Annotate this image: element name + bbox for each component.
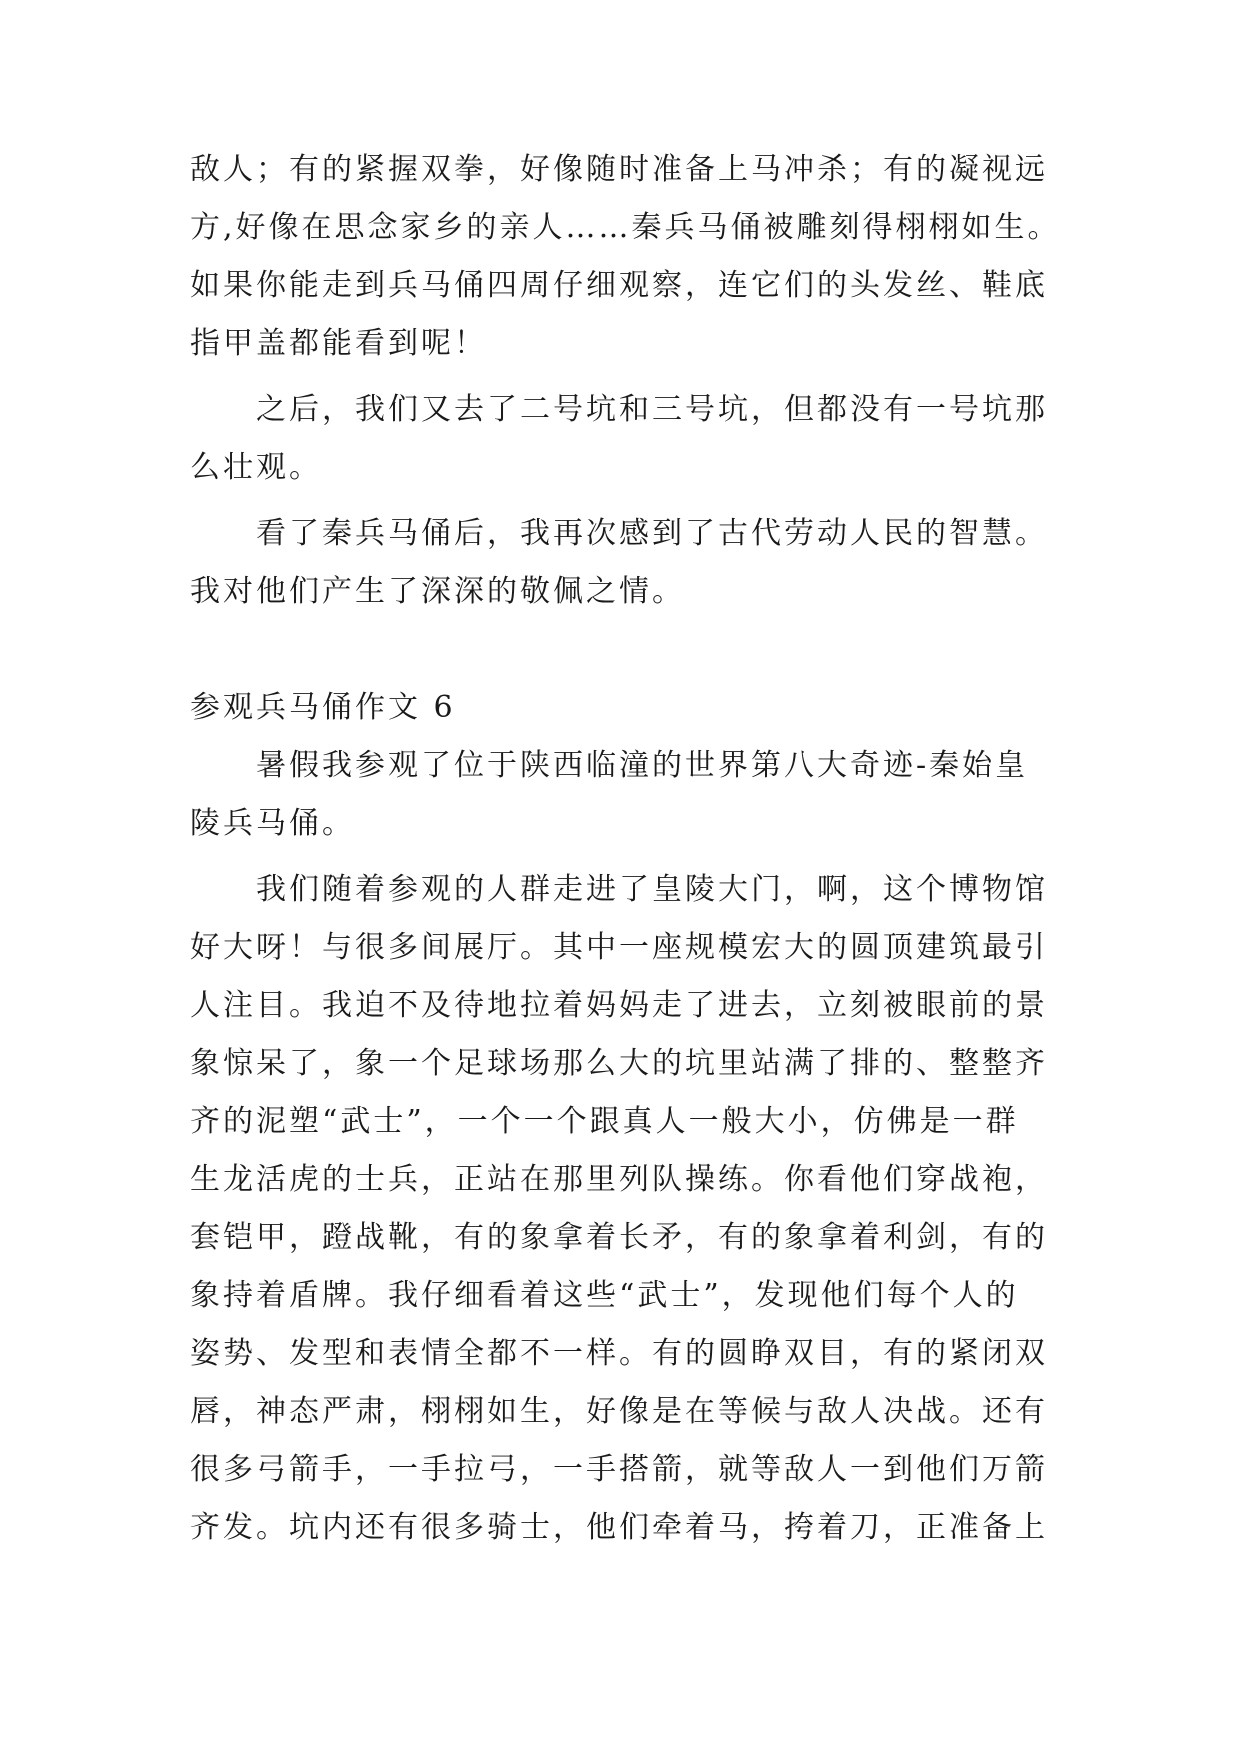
body-text-line: 我对他们产生了深深的敬佩之情。 xyxy=(190,574,685,609)
body-text-line: 指甲盖都能看到呢！ xyxy=(190,326,487,361)
body-text-line: 象持着盾牌。我仔细看着这些“武士”，发现他们每个人的 xyxy=(190,1278,1019,1313)
paragraph-first-line: 我们随着参观的人群走进了皇陵大门，啊，这个博物馆 xyxy=(256,872,1048,907)
body-text-line: 人注目。我迫不及待地拉着妈妈走了进去，立刻被眼前的景 xyxy=(190,988,1048,1023)
body-text-line: 套铠甲，蹬战靴，有的象拿着长矛，有的象拿着利剑，有的 xyxy=(190,1220,1048,1255)
body-text-line: 如果你能走到兵马俑四周仔细观察，连它们的头发丝、鞋底 xyxy=(190,268,1048,303)
body-text-line: 很多弓箭手，一手拉弓，一手搭箭，就等敌人一到他们万箭 xyxy=(190,1452,1048,1487)
body-text-line: 姿势、发型和表情全都不一样。有的圆睁双目，有的紧闭双 xyxy=(190,1336,1048,1371)
section-heading: 参观兵马俑作文 6 xyxy=(190,690,456,725)
body-text-line: 唇，神态严肃，栩栩如生，好像是在等候与敌人决战。还有 xyxy=(190,1394,1048,1429)
body-text-line: 生龙活虎的士兵，正站在那里列队操练。你看他们穿战袍， xyxy=(190,1162,1048,1197)
body-text-line: 齐的泥塑“武士”，一个一个跟真人一般大小，仿佛是一群 xyxy=(190,1104,1019,1139)
body-text-line: 好大呀！与很多间展厅。其中一座规模宏大的圆顶建筑最引 xyxy=(190,930,1048,965)
paragraph-first-line: 看了秦兵马俑后，我再次感到了古代劳动人民的智慧。 xyxy=(256,516,1048,551)
body-text-line: 么壮观。 xyxy=(190,450,322,485)
paragraph-first-line: 暑假我参观了位于陕西临潼的世界第八大奇迹-秦始皇 xyxy=(256,748,1029,783)
body-text-line: 陵兵马俑。 xyxy=(190,806,355,841)
body-text-line: 敌人；有的紧握双拳，好像随时准备上马冲杀；有的凝视远 xyxy=(190,152,1048,187)
paragraph-first-line: 之后，我们又去了二号坑和三号坑，但都没有一号坑那 xyxy=(256,392,1048,427)
body-text-line: 齐发。坑内还有很多骑士，他们牵着马，挎着刀，正准备上 xyxy=(190,1510,1048,1545)
body-text-line: 象惊呆了，象一个足球场那么大的坑里站满了排的、整整齐 xyxy=(190,1046,1048,1081)
body-text-line: 方,好像在思念家乡的亲人……秦兵马俑被雕刻得栩栩如生。 xyxy=(190,210,1061,245)
